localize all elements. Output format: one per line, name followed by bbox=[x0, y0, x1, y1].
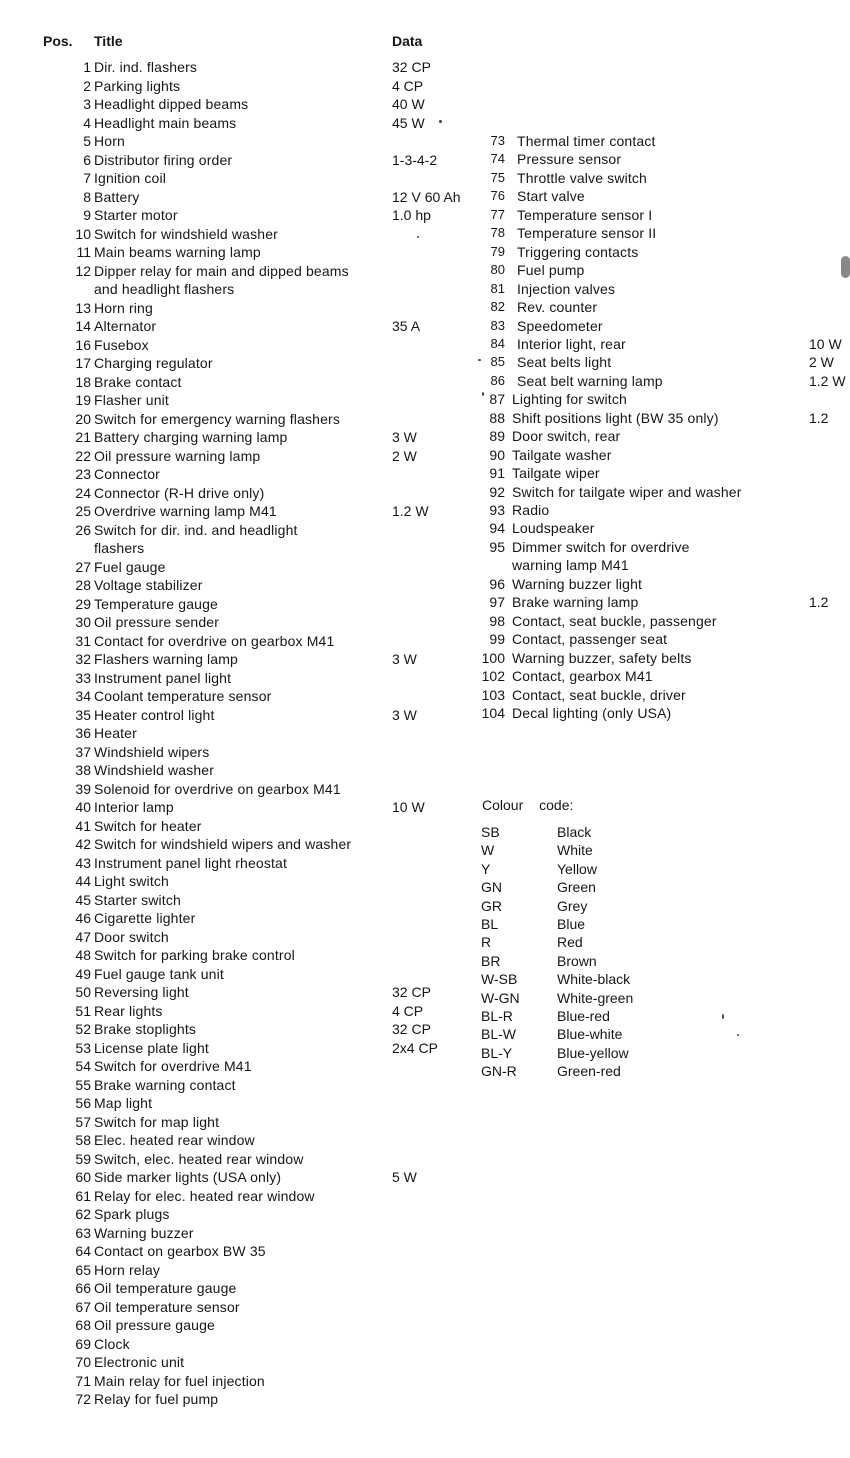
item-title: Light switch bbox=[94, 873, 169, 889]
item-number: 25 bbox=[75, 503, 91, 519]
colour-code-name: White-black bbox=[557, 971, 631, 988]
item-number: 45 bbox=[75, 891, 91, 908]
scan-speck bbox=[722, 1014, 724, 1019]
item-number: 94 bbox=[489, 520, 505, 537]
item-title: Switch, elec. heated rear window bbox=[94, 1150, 304, 1167]
item-number: 10 bbox=[75, 225, 91, 242]
scan-speck bbox=[482, 392, 484, 396]
item-number: 12 bbox=[75, 262, 91, 279]
item-number: 52 bbox=[75, 1021, 91, 1037]
item-number: 55 bbox=[75, 1076, 91, 1093]
item-title: Spark plugs bbox=[94, 1206, 170, 1222]
item-number: 56 bbox=[75, 1095, 91, 1111]
item-title: Electronic unit bbox=[94, 1354, 185, 1370]
item-number: 22 bbox=[75, 447, 91, 464]
colour-code-name: Yellow bbox=[557, 860, 597, 877]
item-number: 100 bbox=[481, 649, 505, 666]
item-title: Dimmer switch for overdrive bbox=[512, 538, 690, 555]
item-number: 6 bbox=[83, 151, 91, 168]
item-title: Tailgate wiper bbox=[512, 465, 600, 482]
item-title: flashers bbox=[94, 540, 145, 556]
item-title: Headlight main beams bbox=[94, 114, 237, 131]
item-number: 28 bbox=[75, 577, 91, 593]
item-title: Interior lamp bbox=[94, 799, 174, 815]
colour-code-name: White-green bbox=[557, 989, 634, 1006]
item-number: 72 bbox=[75, 1391, 91, 1407]
colour-code-name: Black bbox=[557, 824, 592, 840]
item-title: Overdrive warning lamp M41 bbox=[94, 503, 277, 519]
item-title: Seat belts light bbox=[517, 354, 612, 371]
item-number: 75 bbox=[490, 169, 505, 185]
item-number: 3 bbox=[83, 96, 91, 112]
item-number: 41 bbox=[75, 817, 91, 834]
item-data-value: 2x4 CP bbox=[392, 1039, 438, 1056]
item-title: Instrument panel light rheostat bbox=[94, 854, 287, 871]
item-title: Starter motor bbox=[94, 207, 178, 223]
item-title: Oil temperature sensor bbox=[94, 1298, 240, 1315]
item-number: 90 bbox=[489, 446, 505, 463]
item-number: 103 bbox=[481, 686, 505, 703]
item-title: Reversing light bbox=[94, 984, 189, 1000]
item-number: 57 bbox=[75, 1113, 91, 1130]
item-title: Voltage stabilizer bbox=[94, 577, 203, 593]
item-number: 48 bbox=[75, 947, 91, 963]
colour-code-name: Brown bbox=[557, 952, 597, 969]
item-data-value: 1.2 W bbox=[392, 503, 429, 519]
item-title: Contact for overdrive on gearbox M41 bbox=[94, 632, 335, 649]
item-number: 69 bbox=[75, 1335, 91, 1352]
item-title: Switch for parking brake control bbox=[94, 947, 295, 963]
item-number: 32 bbox=[75, 651, 91, 667]
item-number: 58 bbox=[75, 1132, 91, 1148]
item-title: Brake contact bbox=[94, 373, 182, 390]
scan-speck bbox=[841, 256, 850, 278]
item-number: 88 bbox=[489, 409, 505, 426]
item-number: 33 bbox=[75, 669, 91, 686]
item-number: 42 bbox=[75, 836, 91, 852]
item-title: and headlight flashers bbox=[94, 281, 235, 297]
colour-code-abbr: BR bbox=[481, 952, 501, 969]
item-title: Rear lights bbox=[94, 1002, 163, 1019]
item-title: Shift positions light (BW 35 only) bbox=[512, 409, 719, 426]
item-number: 95 bbox=[489, 538, 505, 555]
item-title: Oil pressure sender bbox=[94, 614, 220, 630]
item-title: Clock bbox=[94, 1335, 130, 1352]
item-number: 74 bbox=[490, 151, 505, 167]
item-data-value: 12 V 60 Ah bbox=[392, 188, 461, 205]
colour-code-name: Red bbox=[557, 934, 583, 951]
item-title: Battery bbox=[94, 188, 140, 205]
item-number: 36 bbox=[75, 725, 91, 741]
item-title: Windshield washer bbox=[94, 762, 215, 778]
scan-speck bbox=[417, 236, 419, 238]
colour-code-abbr: BL-R bbox=[481, 1008, 513, 1024]
item-title: Decal lighting (only USA) bbox=[512, 704, 672, 721]
item-data-value: 3 W bbox=[392, 706, 417, 723]
item-data-value: 10 W bbox=[809, 335, 842, 352]
item-number: 54 bbox=[75, 1058, 91, 1074]
item-title: Temperature gauge bbox=[94, 595, 218, 612]
item-title: Start valve bbox=[517, 188, 585, 205]
item-data-value: 2 W bbox=[392, 447, 417, 464]
item-title: Heater control light bbox=[94, 706, 215, 723]
item-number: 83 bbox=[490, 317, 505, 333]
item-title: Fuel gauge bbox=[94, 558, 166, 575]
item-title: Brake warning contact bbox=[94, 1076, 236, 1093]
item-number: 23 bbox=[75, 466, 91, 482]
colour-code-name: Grey bbox=[557, 897, 588, 914]
item-number: 60 bbox=[75, 1169, 91, 1185]
item-title: Brake stoplights bbox=[94, 1021, 197, 1037]
item-data-value: 1.2 bbox=[809, 594, 829, 611]
item-title: Contact, gearbox M41 bbox=[512, 668, 653, 685]
colour-code-name: Blue bbox=[557, 916, 586, 932]
item-title: Windshield wipers bbox=[94, 743, 210, 760]
colour-code-abbr: Y bbox=[481, 860, 491, 877]
item-data-value: 40 W bbox=[392, 96, 425, 112]
colour-code-name: Blue-white bbox=[557, 1026, 623, 1043]
item-number: 14 bbox=[75, 318, 91, 334]
item-number: 40 bbox=[75, 799, 91, 815]
item-number: 67 bbox=[75, 1298, 91, 1315]
item-number: 80 bbox=[490, 262, 505, 278]
item-number: 73 bbox=[490, 133, 505, 148]
item-number: 44 bbox=[75, 873, 91, 889]
item-data-value: 45 W bbox=[392, 114, 425, 131]
item-data-value: 1.2 W bbox=[809, 372, 846, 389]
item-title: Elec. heated rear window bbox=[94, 1132, 255, 1148]
item-number: 43 bbox=[75, 854, 91, 871]
colour-code-title: Colour code: bbox=[482, 797, 574, 813]
item-number: 62 bbox=[75, 1206, 91, 1222]
item-number: 21 bbox=[75, 429, 91, 445]
item-title: Switch for overdrive M41 bbox=[94, 1058, 252, 1074]
item-number: 46 bbox=[75, 910, 91, 926]
colour-code-abbr: GR bbox=[481, 897, 502, 914]
item-number: 2 bbox=[83, 77, 91, 94]
item-title: Flashers warning lamp bbox=[94, 651, 238, 667]
item-number: 82 bbox=[490, 299, 505, 315]
item-title: Battery charging warning lamp bbox=[94, 429, 288, 445]
item-title: Relay for fuel pump bbox=[94, 1391, 219, 1407]
item-title: Dipper relay for main and dipped beams bbox=[94, 262, 349, 279]
item-data-value: 2 W bbox=[809, 354, 834, 371]
colour-code-abbr: W bbox=[481, 842, 495, 859]
item-number: 5 bbox=[83, 133, 91, 149]
item-number: 26 bbox=[75, 521, 91, 538]
item-title: Door switch, rear bbox=[512, 428, 621, 445]
item-title: Horn relay bbox=[94, 1261, 161, 1278]
item-number: 86 bbox=[490, 372, 505, 388]
item-data-value: 10 W bbox=[392, 799, 425, 815]
item-title: Switch for windshield wipers and washer bbox=[94, 836, 352, 852]
item-number: 24 bbox=[75, 484, 91, 501]
item-title: Fusebox bbox=[94, 336, 149, 353]
colour-code-abbr: R bbox=[481, 934, 492, 951]
item-title: Temperature sensor I bbox=[517, 206, 653, 223]
item-title: Dir. ind. flashers bbox=[94, 59, 198, 75]
item-data-value: 5 W bbox=[392, 1169, 417, 1185]
item-number: 4 bbox=[83, 114, 91, 131]
item-title: Fuel gauge tank unit bbox=[94, 965, 224, 982]
item-title: Tailgate washer bbox=[512, 446, 612, 463]
item-number: 70 bbox=[75, 1354, 91, 1370]
item-data-value: 1-3-4-2 bbox=[392, 151, 438, 168]
item-title: Loudspeaker bbox=[512, 520, 595, 537]
item-number: 92 bbox=[489, 483, 505, 500]
item-title: Solenoid for overdrive on gearbox M41 bbox=[94, 780, 341, 797]
item-number: 13 bbox=[75, 299, 91, 316]
item-title: License plate light bbox=[94, 1039, 209, 1056]
item-title: Warning buzzer bbox=[94, 1224, 194, 1241]
item-title: Rev. counter bbox=[517, 299, 598, 316]
item-title: Warning buzzer light bbox=[512, 575, 643, 592]
item-title: Oil pressure warning lamp bbox=[94, 447, 261, 464]
item-number: 76 bbox=[490, 188, 505, 204]
item-number: 91 bbox=[489, 465, 505, 482]
item-number: 35 bbox=[75, 706, 91, 723]
item-title: Switch for map light bbox=[94, 1113, 220, 1130]
item-number: 63 bbox=[75, 1224, 91, 1241]
item-title: Throttle valve switch bbox=[517, 169, 647, 186]
item-title: Connector bbox=[94, 466, 160, 482]
item-number: 104 bbox=[481, 704, 505, 721]
item-title: Interior light, rear bbox=[517, 335, 626, 352]
item-data-value: 3 W bbox=[392, 651, 417, 667]
item-number: 68 bbox=[75, 1317, 91, 1333]
item-title: Flasher unit bbox=[94, 392, 169, 408]
item-number: 47 bbox=[75, 928, 91, 945]
item-title: Alternator bbox=[94, 318, 157, 334]
scan-speck bbox=[478, 359, 481, 361]
item-title: Switch for dir. ind. and headlight bbox=[94, 521, 298, 538]
item-number: 9 bbox=[83, 207, 91, 223]
item-title: Horn ring bbox=[94, 299, 153, 316]
item-number: 27 bbox=[75, 558, 91, 575]
item-number: 87 bbox=[489, 391, 505, 408]
item-title: Temperature sensor II bbox=[517, 225, 657, 242]
item-number: 8 bbox=[83, 188, 91, 205]
item-number: 99 bbox=[489, 631, 505, 648]
item-title: Thermal timer contact bbox=[517, 133, 656, 149]
item-number: 30 bbox=[75, 614, 91, 630]
item-title: Contact, passenger seat bbox=[512, 631, 668, 648]
item-number: 61 bbox=[75, 1187, 91, 1204]
colour-code-abbr: W-GN bbox=[481, 989, 520, 1006]
item-number: 7 bbox=[83, 170, 91, 186]
item-title: Contact on gearbox BW 35 bbox=[94, 1243, 266, 1259]
item-number: 79 bbox=[490, 243, 505, 259]
item-data-value: 3 W bbox=[392, 429, 417, 445]
item-number: 96 bbox=[489, 575, 505, 592]
item-number: 93 bbox=[489, 502, 505, 518]
colour-code-abbr: GN-R bbox=[481, 1063, 517, 1080]
item-title: Ignition coil bbox=[94, 170, 166, 186]
colour-code-name: Green-red bbox=[557, 1063, 621, 1080]
item-title: Coolant temperature sensor bbox=[94, 688, 272, 704]
item-number: 39 bbox=[75, 780, 91, 797]
item-title: Contact, seat buckle, passenger bbox=[512, 612, 717, 629]
item-number: 102 bbox=[481, 668, 505, 685]
colour-code-abbr: BL-W bbox=[481, 1026, 516, 1043]
item-title: Oil temperature gauge bbox=[94, 1280, 237, 1296]
scan-speck bbox=[737, 1034, 739, 1036]
item-number: 16 bbox=[75, 336, 91, 353]
item-number: 31 bbox=[75, 632, 91, 649]
item-title: Main beams warning lamp bbox=[94, 244, 261, 260]
item-title: Headlight dipped beams bbox=[94, 96, 249, 112]
colour-code-name: White bbox=[557, 842, 593, 859]
item-title: Pressure sensor bbox=[517, 151, 622, 168]
item-data-value: 4 CP bbox=[392, 77, 424, 94]
item-title: Speedometer bbox=[517, 317, 603, 334]
item-number: 17 bbox=[75, 355, 91, 371]
item-title: Heater bbox=[94, 725, 137, 741]
item-number: 85 bbox=[490, 354, 505, 370]
item-title: Triggering contacts bbox=[517, 243, 639, 260]
item-title: Horn bbox=[94, 133, 125, 149]
item-data-value: 1.0 hp bbox=[392, 207, 431, 223]
item-title: Parking lights bbox=[94, 77, 181, 94]
item-number: 66 bbox=[75, 1280, 91, 1296]
item-number: 11 bbox=[76, 244, 91, 260]
item-data-value: 32 CP bbox=[392, 59, 431, 75]
item-title: Connector (R-H drive only) bbox=[94, 484, 265, 501]
item-number: 51 bbox=[75, 1002, 91, 1019]
item-number: 34 bbox=[75, 688, 91, 704]
item-title: Brake warning lamp bbox=[512, 594, 639, 611]
column-header-pos: Pos. bbox=[43, 33, 73, 49]
item-title: Instrument panel light bbox=[94, 669, 232, 686]
item-title: Switch for windshield washer bbox=[94, 225, 278, 242]
item-title: Injection valves bbox=[517, 280, 616, 297]
item-number: 65 bbox=[75, 1261, 91, 1278]
item-number: 98 bbox=[489, 612, 505, 629]
item-data-value: 4 CP bbox=[392, 1002, 424, 1019]
item-number: 20 bbox=[75, 410, 91, 427]
item-number: 29 bbox=[75, 595, 91, 612]
item-title: Starter switch bbox=[94, 891, 181, 908]
item-title: Switch for heater bbox=[94, 817, 202, 834]
item-title: Charging regulator bbox=[94, 355, 213, 371]
item-title: Fuel pump bbox=[517, 262, 585, 279]
item-number: 38 bbox=[75, 762, 91, 778]
scan-speck bbox=[439, 120, 442, 123]
colour-code-name: Blue-red bbox=[557, 1008, 610, 1024]
item-title: Distributor firing order bbox=[94, 151, 233, 168]
item-title: Switch for tailgate wiper and washer bbox=[512, 483, 742, 500]
item-title: Side marker lights (USA only) bbox=[94, 1169, 282, 1185]
item-data-value: 35 A bbox=[392, 318, 421, 334]
item-data-value: 32 CP bbox=[392, 1021, 431, 1037]
item-title: warning lamp M41 bbox=[512, 557, 629, 574]
item-number: 89 bbox=[489, 428, 505, 445]
item-number: 64 bbox=[75, 1243, 91, 1259]
column-header-data: Data bbox=[392, 33, 423, 49]
item-title: Warning buzzer, safety belts bbox=[512, 649, 692, 666]
item-title: Door switch bbox=[94, 928, 169, 945]
colour-code-name: Green bbox=[557, 879, 596, 896]
item-number: 71 bbox=[75, 1372, 91, 1389]
item-title: Switch for emergency warning flashers bbox=[94, 410, 340, 427]
item-title: Main relay for fuel injection bbox=[94, 1372, 265, 1389]
item-number: 77 bbox=[490, 206, 505, 222]
item-number: 78 bbox=[490, 225, 505, 241]
column-header-title: Title bbox=[94, 33, 123, 49]
item-number: 81 bbox=[490, 280, 505, 296]
item-title: Contact, seat buckle, driver bbox=[512, 686, 686, 703]
item-number: 18 bbox=[75, 373, 91, 390]
colour-code-abbr: SB bbox=[481, 824, 500, 840]
colour-code-abbr: BL-Y bbox=[481, 1044, 513, 1061]
item-number: 1 bbox=[83, 59, 91, 75]
item-title: Oil pressure gauge bbox=[94, 1317, 215, 1333]
item-data-value: 1.2 bbox=[809, 409, 829, 426]
item-title: Cigarette lighter bbox=[94, 910, 196, 926]
colour-code-name: Blue-yellow bbox=[557, 1044, 629, 1061]
item-title: Lighting for switch bbox=[512, 391, 627, 408]
item-number: 37 bbox=[75, 743, 91, 760]
item-title: Relay for elec. heated rear window bbox=[94, 1187, 315, 1204]
item-number: 59 bbox=[75, 1150, 91, 1167]
item-number: 84 bbox=[490, 335, 505, 351]
colour-code-abbr: BL bbox=[481, 916, 499, 932]
colour-code-abbr: GN bbox=[481, 879, 502, 896]
item-data-value: 32 CP bbox=[392, 984, 431, 1000]
item-number: 53 bbox=[75, 1039, 91, 1056]
item-title: Seat belt warning lamp bbox=[517, 372, 663, 389]
item-number: 97 bbox=[489, 594, 505, 611]
item-number: 49 bbox=[75, 965, 91, 982]
item-number: 19 bbox=[75, 392, 91, 408]
item-title: Map light bbox=[94, 1095, 153, 1111]
item-title: Radio bbox=[512, 502, 550, 518]
colour-code-abbr: W-SB bbox=[481, 971, 518, 988]
item-number: 50 bbox=[75, 984, 91, 1000]
